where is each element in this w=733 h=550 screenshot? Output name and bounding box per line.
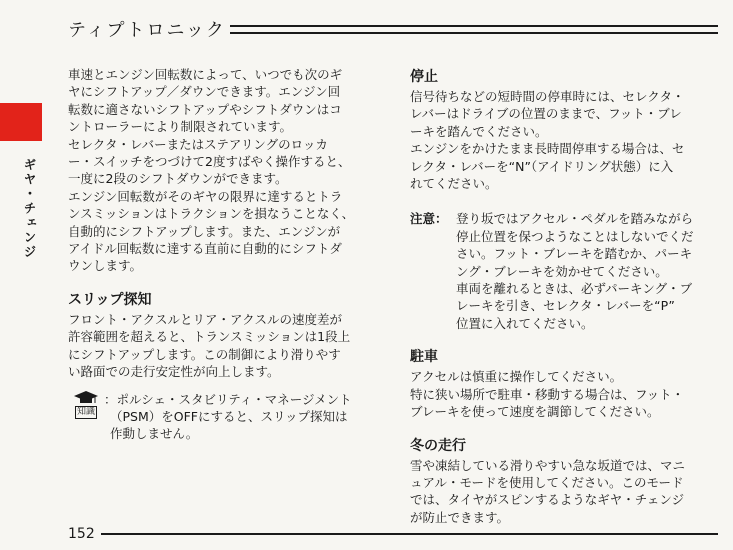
caution-label: 注意： (410, 211, 448, 227)
parking-heading: 駐車 (410, 349, 438, 366)
intro-line: ー・スイッチをつづけて2度すばやく操作すると、 (68, 154, 351, 170)
intro-section (68, 66, 386, 275)
right-column (410, 66, 715, 536)
stop-line: エンジンをかけたまま長時間停車する場合は、セ (410, 141, 685, 157)
slip-section (68, 289, 386, 381)
parking-line: 特に狭い場所で駐車・移動する場合は、フット・ (410, 386, 685, 402)
header-double-rule (230, 25, 718, 34)
intro-line: ンスミッションはトラクションを損なうことなく、 (68, 206, 355, 222)
caution-body (456, 210, 715, 332)
slip-line: い路面での走行安定性が向上します。 (68, 364, 280, 380)
intro-line: セレクタ・レバーまたはステアリングのロッカ (68, 136, 328, 152)
caution-line: ング・ブレーキを効かせてください。 (456, 263, 668, 279)
parking-line: ブレーキを使って速度を調節してください。 (410, 404, 660, 420)
left-column (68, 66, 386, 443)
stop-line: レクタ・レバーを“N”（アイドリング状態）に入 (410, 158, 674, 174)
note-line: 作動しません。 (110, 426, 199, 442)
caution-line: 登り坂ではアクセル・ペダルを踏みながら (456, 211, 694, 227)
slip-heading: スリップ探知 (68, 291, 152, 308)
winter-section (410, 435, 715, 527)
graduation-cap-icon (68, 391, 104, 443)
caution-line: さい。フット・ブレーキを踏むか、パーキ (456, 246, 693, 262)
knowledge-note (68, 391, 386, 443)
winter-heading: 冬の走行 (410, 437, 466, 454)
slip-line: にシフトアップします。この制御により滑りやす (68, 346, 341, 362)
winter-line: ュアル・モードを使用してください。このモード (410, 474, 684, 490)
chapter-tab-marker (0, 103, 42, 141)
intro-line: 一度に2段のシフトダウンができます。 (68, 171, 288, 187)
slip-line: フロント・アクスルとリア・アクスルの速度差が (68, 311, 343, 327)
note-line: （PSM）をOFFにすると、スリップ探知は (110, 408, 348, 424)
slip-line: 許容範囲を超えると、トランスミッションは1段上 (68, 329, 351, 345)
parking-line: アクセルは慎重に操作してください。 (410, 369, 623, 385)
stop-line: ーキを踏んでください。 (410, 123, 548, 139)
caution-block (410, 210, 715, 332)
stop-heading: 停止 (410, 69, 438, 85)
winter-line: が防止できます。 (410, 509, 510, 525)
parking-section (410, 346, 715, 420)
mortarboard-icon (74, 391, 98, 405)
footer-rule (101, 533, 718, 535)
knowledge-note-text (104, 391, 386, 443)
note-line: ：ポルシェ・スタビリティ・マネージメント (104, 391, 352, 407)
stop-line: れてください。 (410, 176, 498, 192)
caution-line: 車両を離れるときは、必ずパーキング・ブ (456, 281, 693, 297)
page-title: ティプトロニック (68, 20, 226, 41)
caution-line: レーキを引き、セレクタ・レバーを“P” (456, 298, 675, 314)
intro-line: ウンします。 (68, 258, 143, 274)
page-header (68, 14, 718, 44)
intro-line: 自動的にシフトアップします。また、エンジンが (68, 223, 341, 239)
winter-line: 雪や凍結している滑りやすい急な坂道では、マニ (410, 457, 686, 473)
knowledge-label: 知識 (76, 406, 95, 417)
page-footer (68, 523, 718, 545)
intro-line: 車速とエンジン回転数によって、いつでも次のギ (68, 67, 343, 82)
intro-line: 転数に適さないシフトアップやシフトダウンはコ (68, 101, 342, 117)
stop-line: 信号待ちなどの短時間の停車時には、セレクタ・ (410, 89, 685, 104)
intro-line: アイドル回転数に達する直前に自動的にシフトダ (68, 241, 342, 257)
stop-line: レバーはドライブの位置のままで、フット・ブレ (410, 106, 682, 122)
page-number: 152 (68, 526, 95, 542)
chapter-tab-label: ギヤ・チェンジ (22, 158, 37, 260)
winter-line: では、タイヤがスピンするようなギヤ・チェンジ (410, 492, 685, 508)
stop-section (410, 66, 715, 192)
intro-line: ントローラーにより制限されています。 (68, 119, 293, 135)
intro-line: エンジン回転数がそのギヤの限界に達するとトラ (68, 188, 343, 204)
caution-line: 位置に入れてください。 (456, 315, 594, 331)
intro-line: ヤにシフトアップ／ダウンできます。エンジン回 (68, 84, 341, 100)
caution-line: 停止位置を保つようなことはしないでくだ (456, 228, 694, 244)
